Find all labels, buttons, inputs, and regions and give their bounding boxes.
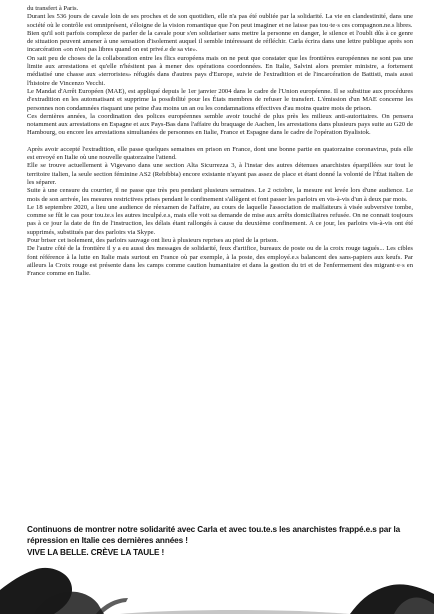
paragraph: Bien qu'il soit parfois complexe de parler de la cavale pour s'en solidariser sans mettre la personne en danger, le silence et l'oubli dûs à ce genre de situation peuvent amener à une sensation d'isolement auquel il semble intéressant de réfléchir. Carla écrira dans une lettre publique après son incarcération «on n'est pas libres quand on est privé.e de sa vie». <box>27 29 413 54</box>
paragraph: Durant les 536 jours de cavale loin de ses proches et de son quotidien, elle n'a pas été oubliée par la solidarité. La vie en clandestinité, dans une société où le contrôle est omniprésent, s'éloigne de la vision romantique que l'on peut imaginer et ne laisse pas tou·te·s ces compagnon.ne.s libres. <box>27 13 413 29</box>
paragraph: du transfert à Paris. <box>27 5 79 12</box>
paragraph: On sait peu de choses de la collaboration entre les flics européens mais on ne peut que constater que les frontières européennes ne sont pas une limite aux arrestations et qu'elle n'hésitent pas à mener des opérations coordonnées. En Italie, Salvini alors premier ministre, a fortement médiatisé une chasse aux «terroristes» réfugiés dans d'autres pays d'Europe, suivie de l'extradition et de l'incarcération de Battisti, mais aussi l'histoire de Vincenzo Vecchi. <box>27 54 413 87</box>
bottom-illustration <box>0 560 434 614</box>
paragraph: Ces dernières années, la coordination des polices européennes semble avoir touché de plus près les milieux anti-autoritaires. On pensera notamment aux arrestations en Espagne et aux Pays-Bas dans l'affaire du braquage de Aachen, les arrestations dans plusieurs pays suite au G20 de Hambourg, ou encore les arrestations simultanées de personnes en Italie, France et Espagne dans le cadre de l'opération Byalistok. <box>27 112 413 137</box>
article-body <box>27 5 413 279</box>
slogan: VIVE LA BELLE. CRÈVE LA TAULE ! <box>27 548 165 557</box>
paragraph: Pour briser cet isolement, des parloirs sauvage ont lieu à plusieurs reprises au pied de la prison. <box>27 237 279 245</box>
paragraph: Après avoir accepté l'extradition, elle passe quelques semaines en prison en France, dont une bonne partie en quatorzaine coronavirus, puis elle est envoyé en Italie où une nouvelle quatorzaine l'attend. <box>27 145 413 162</box>
arm-stroke <box>96 598 128 614</box>
paragraph: Suite à une censure du courrier, il ne passe que très peu pendant plusieurs semaines. Le 2 octobre, la mesure est levée lors d'une audience. Le mois de son arrivée, les mesures restrictives prises pendant le confinement s'allègent et font passer les parloirs en vis-à-vis d'un à deux par mois. <box>27 187 413 203</box>
paragraph: Le Mandat d'Arrêt Européen (MAE), est appliqué depuis le 1er janvier 2004 dans le cadre de l'Union européenne. Il se substitue aux procédures d'extradition en les automatisant et supprime la possibilité pour les États membres de refuser le transfert. L'émission d'un MAE concerne les personnes non condamnées risquant une peine d'au moins un an ou les condamnations effectives d'au moins quatre mois de prison. <box>27 87 413 112</box>
paragraph: De l'autre côté de la frontière il y a eu aussi des messages de solidarité, feux d'artifice, bureaux de poste ou de la croix rouge tagués... Les cibles font référence à la lutte en Italie mais surtout en France où par exemple, à la poste, des employé.e.s balancent des sans-papiers aux keufs. Par ailleurs la Croix rouge est présente dans les camps comme caution humanitaire et dans la gestion du tri et de l'enfermement des migrant·e·s en France comme en Italie. <box>27 245 413 278</box>
solidarity-callout <box>27 524 413 558</box>
paragraph: Le 18 septembre 2020, a lieu une audience de réexamen de l'affaire, au cours de laquelle l'association de malfaiteurs à visée subversive tombe, comme se fût le cas pour tou.te.s les autres inculpé.e.s, mais elle voit sa demande de mise aux arrêts domiciliaires refusée. On ne connait toujours pas à ce jour la date de fin de l'instruction, les délais étant rallongés à cause du deuxième confinement. A ce jour, les parloirs vis-à-vis ont été supprimés, substitués par des parloirs via Skype. <box>27 203 413 236</box>
paragraph: Elle se trouve actuellement à Vigevano dans une section Alta Sicurrezza 3, à l'instar des autres détenues anarchistes éparpillées sur tout le territoire italien, la seule section féminine AS2 (Rebibbia) encore existante n'ayant pas assez de place et étant donné la volonté de l'État italien de les séparer. <box>27 162 413 186</box>
paragraph-gap <box>27 138 413 146</box>
call-to-action: Continuons de montrer notre solidarité avec Carla et avec tou.te.s les anarchistes frappé.e.s par la répression en Italie ces dernières années ! <box>27 525 401 545</box>
ground-shadow <box>120 610 350 614</box>
